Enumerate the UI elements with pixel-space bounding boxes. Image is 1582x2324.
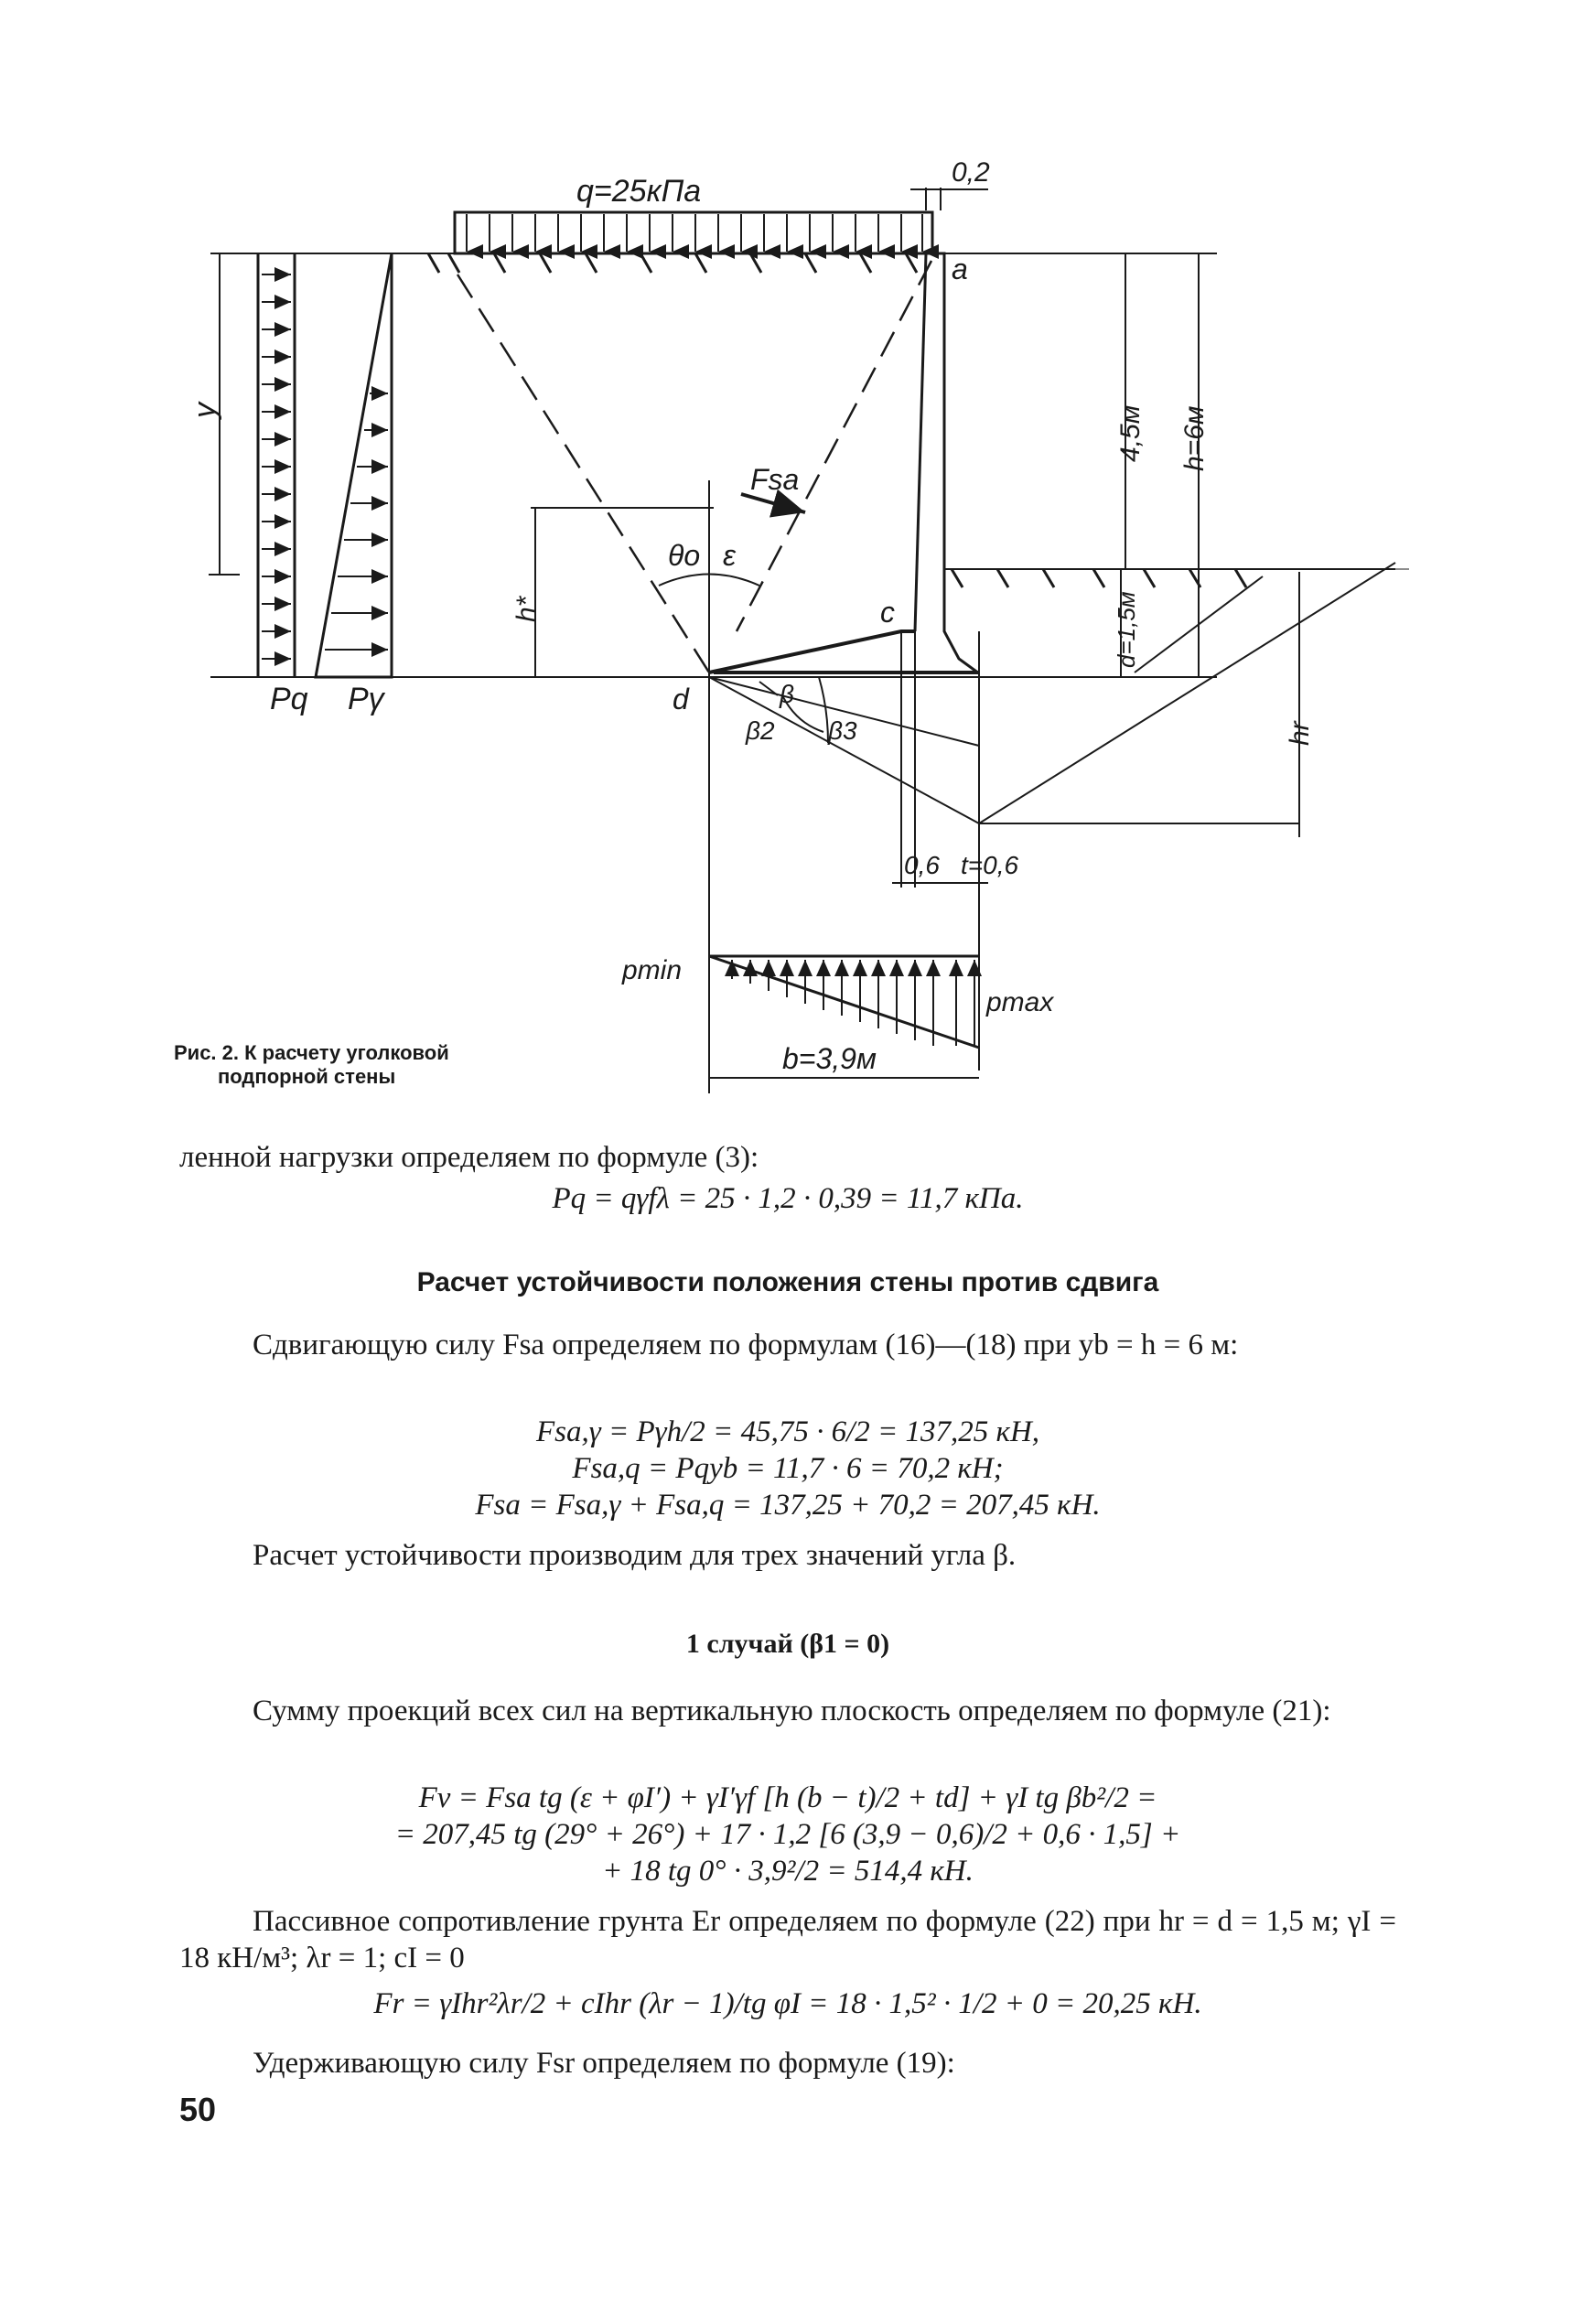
caption-line-2: подпорной стены bbox=[218, 1065, 396, 1088]
formula-fr: Fr = γIhr²λr/2 + cIhr (λr − 1)/tg φI = 18 · 1,5² · 1/2 + 0 = 20,25 кН. bbox=[373, 1987, 1202, 2020]
label-dim-0-6: 0,6 bbox=[904, 851, 940, 879]
formula-fsa-gamma: Fsa,γ = Pγh/2 = 45,75 · 6/2 = 137,25 кН, bbox=[535, 1415, 1040, 1448]
label-theta: θo bbox=[668, 539, 701, 572]
caption-line-1: Рис. 2. К расчету уголковой bbox=[174, 1041, 449, 1064]
label-beta3: β3 bbox=[828, 716, 857, 745]
label-eps: ε bbox=[723, 539, 737, 572]
label-b: b=3,9м bbox=[782, 1042, 877, 1075]
label-offset-top: 0,2 bbox=[952, 157, 990, 188]
label-point-a: a bbox=[952, 253, 968, 285]
ground-hatch-top bbox=[428, 253, 917, 273]
paragraph-load-formula-intro: ленной нагрузки определяем по формуле (3): bbox=[179, 1141, 759, 1174]
paragraph-shear-force: Сдвигающую силу Fsa определяем по формулам (16)—(18) при yb = h = 6 м: bbox=[253, 1329, 1239, 1361]
page-number: 50 bbox=[179, 2091, 217, 2128]
label-pmin: pmin bbox=[622, 955, 683, 985]
formula-fsa-q: Fsa,q = Pqyb = 11,7 · 6 = 70,2 кН; bbox=[572, 1452, 1004, 1485]
paragraph-vertical-projection: Сумму проекций всех сил на вертикальную плоскость определяем по формуле (21): bbox=[253, 1695, 1331, 1727]
load-arrows bbox=[467, 214, 922, 252]
label-y: y bbox=[188, 403, 222, 418]
label-dim-t: t=0,6 bbox=[961, 851, 1019, 879]
label-beta1: β bbox=[780, 680, 794, 708]
label-fsa: Fsa bbox=[750, 463, 800, 496]
surcharge-load bbox=[455, 212, 932, 253]
label-pq: Pq bbox=[270, 682, 308, 716]
label-dim-4-5: 4,5м bbox=[1115, 404, 1146, 462]
label-q: q=25кПа bbox=[576, 174, 702, 209]
formula-fv-line3: + 18 tg 0° · 3,9²/2 = 514,4 кН. bbox=[602, 1855, 974, 1888]
formula-fv-line1: Fv = Fsa tg (ε + φI′) + γI′γf [h (b − t)/2 + td] + γI tg βb²/2 = bbox=[418, 1781, 1157, 1814]
label-point-d: d bbox=[673, 683, 689, 715]
label-h6: h=6м bbox=[1179, 405, 1210, 471]
label-beta2: β2 bbox=[746, 716, 775, 745]
formula-fv-line2: = 207,45 tg (29° + 26°) + 17 · 1,2 [6 (3,9 − 0,6)/2 + 0,6 · 1,5] + bbox=[394, 1818, 1181, 1851]
label-h-star: h* bbox=[511, 596, 542, 622]
label-point-c: c bbox=[880, 596, 895, 629]
formula-pq: Pq = qγfλ = 25 · 1,2 · 0,39 = 11,7 кПа. bbox=[552, 1182, 1024, 1215]
pq-arrows bbox=[262, 274, 291, 659]
paragraph-passive-resistance: Пассивное сопротивление грунта Er определяем по формуле (22) при hr = d = 1,5 м; γI = 18 кН/м³; λr = 1; cI = 0 bbox=[179, 1905, 1396, 1974]
formula-fsa-total: Fsa = Fsa,γ + Fsa,q = 137,25 + 70,2 = 207,45 кН. bbox=[475, 1489, 1101, 1522]
paragraph-holding-force: Удерживающую силу Fsr определяем по формуле (19): bbox=[253, 2047, 955, 2080]
case-heading-1: 1 случай (β1 = 0) bbox=[685, 1629, 890, 1659]
figure-caption bbox=[174, 1041, 558, 1089]
label-d15: d=1,5м bbox=[1113, 591, 1140, 668]
ground-hatch-front bbox=[952, 569, 1246, 587]
label-pmax: pmax bbox=[986, 987, 1054, 1017]
paragraph-three-angles: Расчет устойчивости производим для трех значений угла β. bbox=[253, 1539, 1017, 1572]
label-hr: hr bbox=[1285, 721, 1315, 746]
pgamma-arrows bbox=[325, 393, 388, 650]
label-pgamma: Pγ bbox=[348, 682, 384, 716]
retaining-wall-diagram bbox=[0, 0, 1582, 1098]
section-heading-shear: Расчет устойчивости положения стены против сдвига bbox=[416, 1267, 1159, 1297]
